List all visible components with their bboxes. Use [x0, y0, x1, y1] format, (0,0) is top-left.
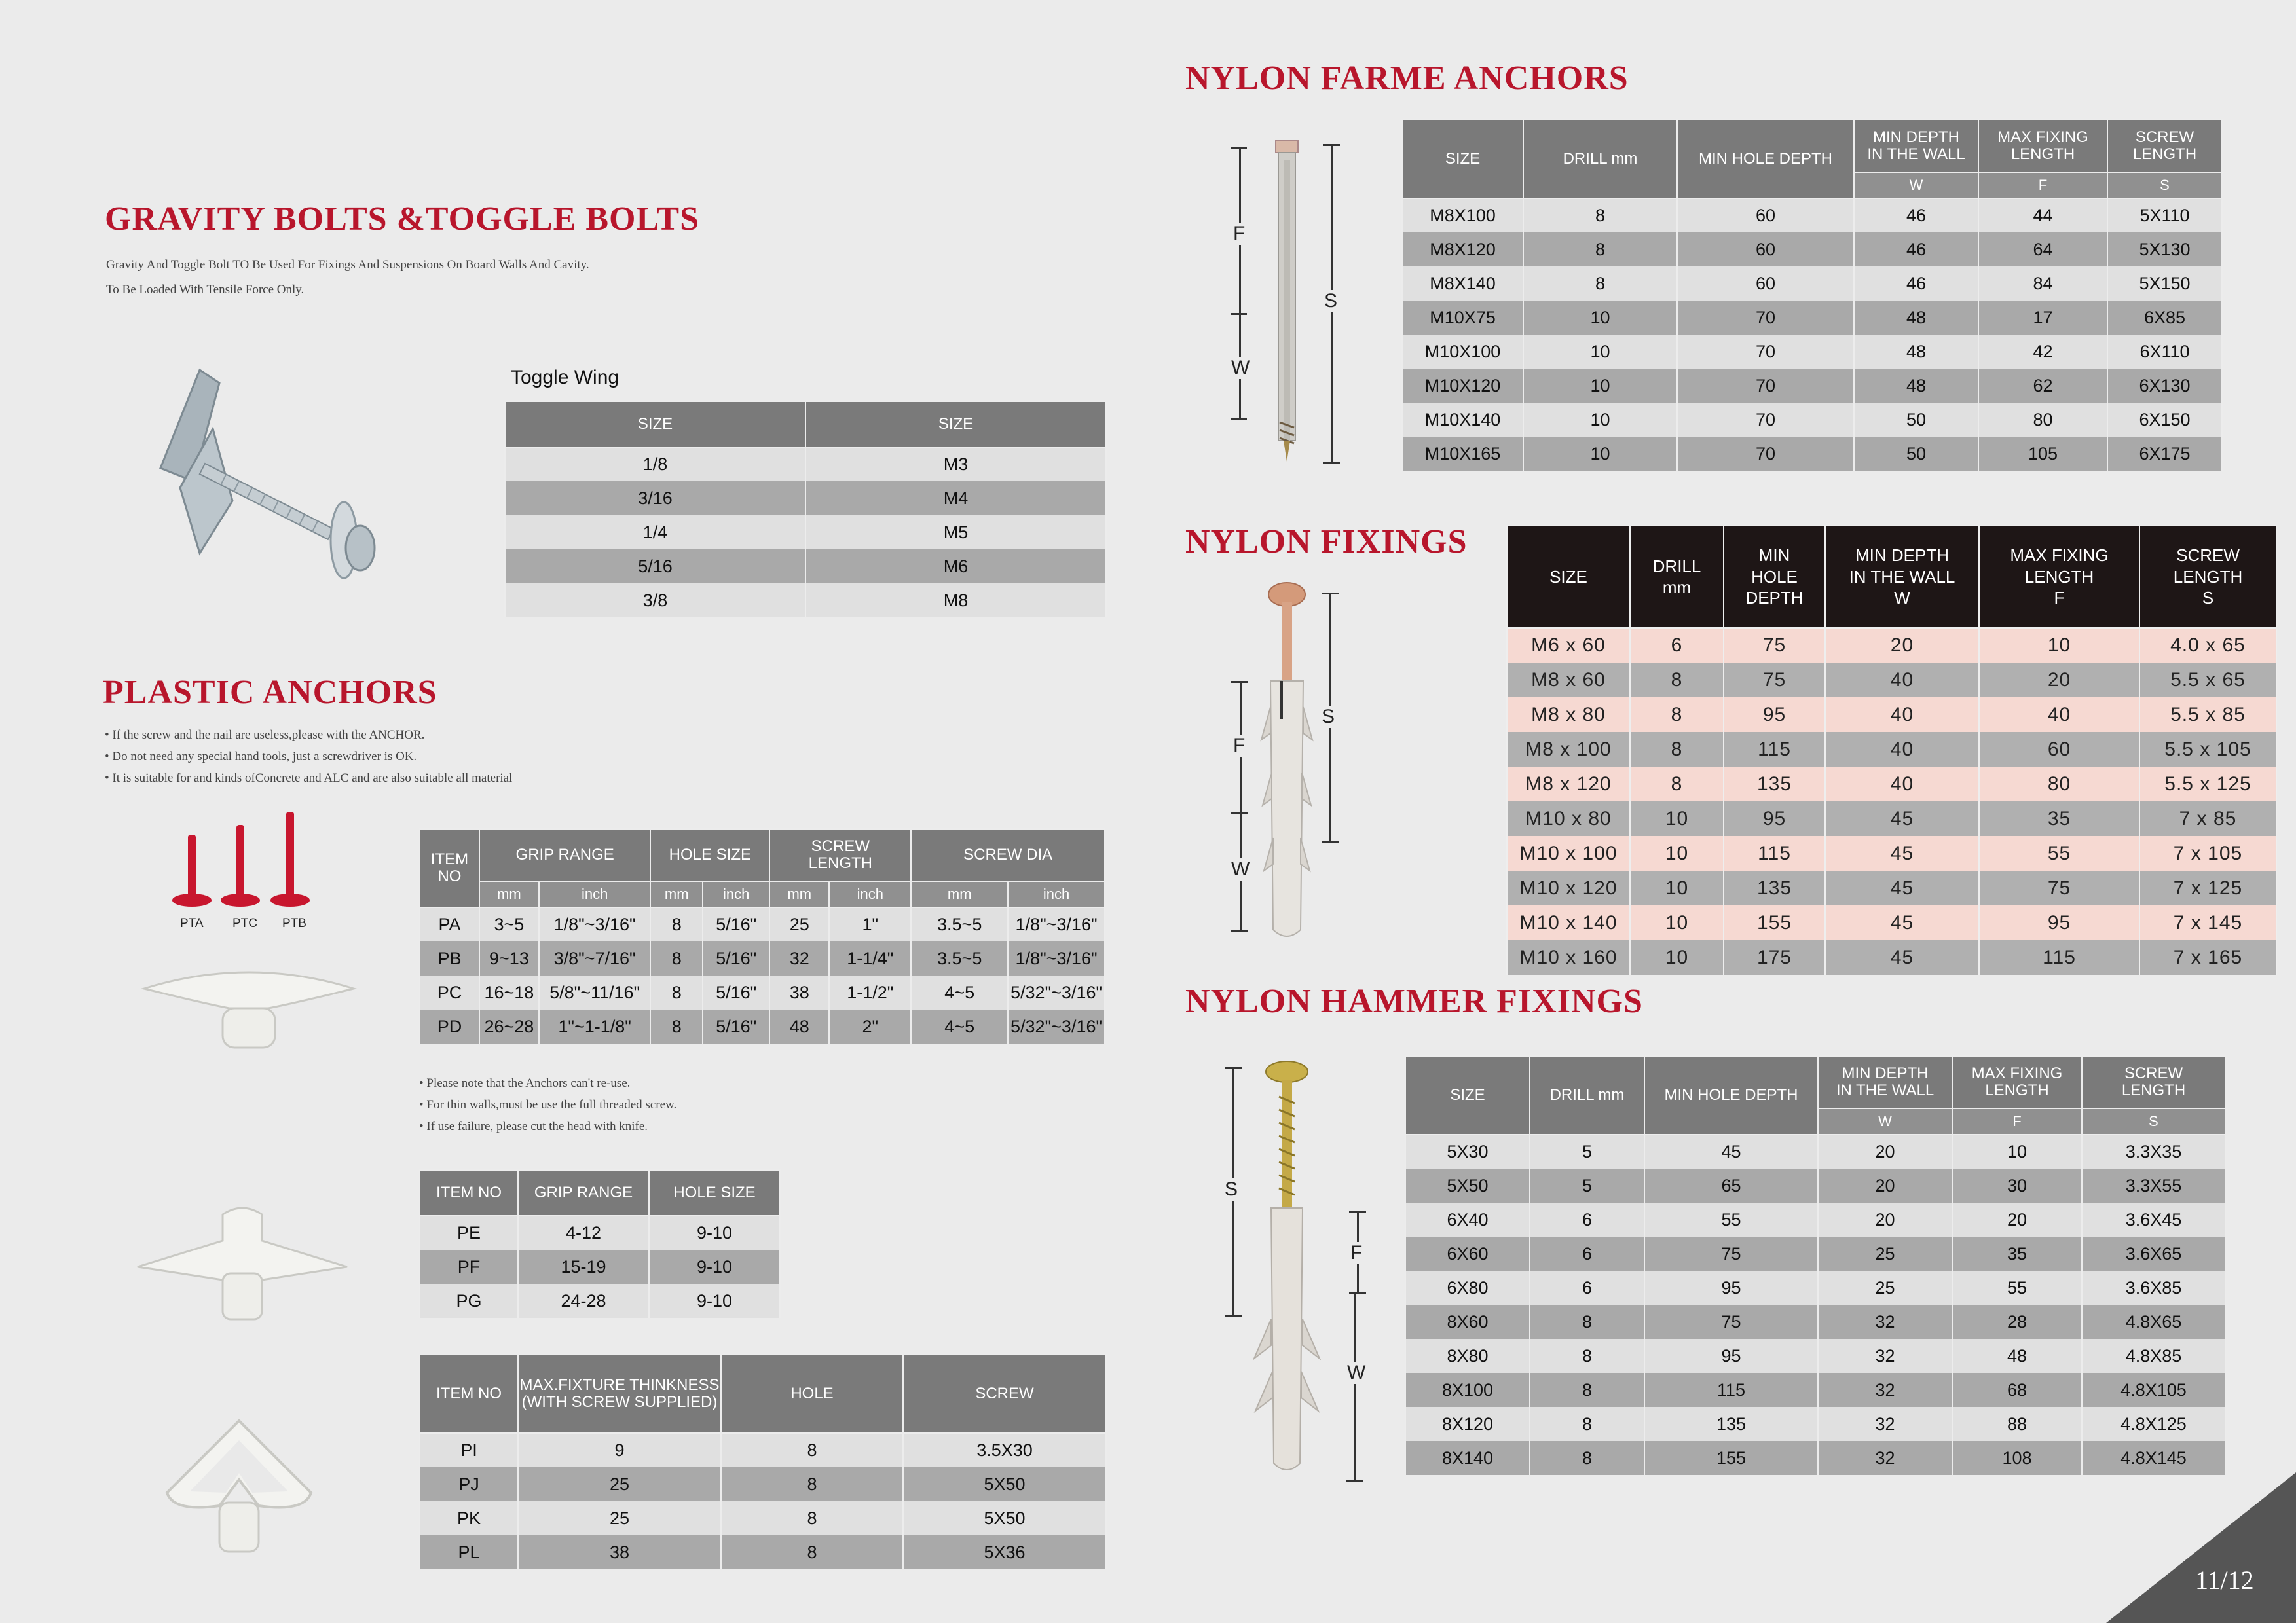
- plastic-note-1: • Please note that the Anchors can't re-use.: [419, 1076, 631, 1090]
- dim-label-f: F: [1233, 735, 1246, 756]
- table-row: PD 26~28 1"~1-1/8" 8 5/16" 48 2" 4~5 5/32"~3/16": [420, 1010, 1105, 1044]
- table-header: SIZE: [1402, 120, 1523, 198]
- table-row: 5X50 5 65 20 30 3.3X55: [1405, 1169, 2225, 1203]
- table-row: M10X120 10 70 48 62 6X130: [1402, 369, 2222, 403]
- fixings-table: [1506, 525, 2277, 975]
- table-header: MIN DEPTH IN THE WALL: [1818, 1056, 1952, 1108]
- table-header: ITEM NO: [420, 829, 479, 907]
- table-row: PK 25 8 5X50: [420, 1501, 1106, 1535]
- table-row: M10 x 160 10 175 45 115 7 x 165: [1507, 940, 2276, 975]
- hammer-fixing-image: [1248, 1057, 1326, 1476]
- table-row: M10X140 10 70 50 80 6X150: [1402, 403, 2222, 437]
- table-row: M6 x 60 6 75 20 10 4.0 x 65: [1507, 628, 2276, 663]
- table-row: 6X60 6 75 25 35 3.6X65: [1405, 1237, 2225, 1271]
- dim-label-w: W: [1231, 357, 1250, 378]
- table-row: 8X120 8 135 32 88 4.8X125: [1405, 1407, 2225, 1441]
- corner-triangle: [2106, 1472, 2296, 1623]
- table-header: HOLE SIZE: [650, 829, 769, 881]
- table-header: MAX.FIXTURE THINKNESS (WITH SCREW SUPPLIED): [518, 1355, 721, 1433]
- unit-header: W: [1854, 172, 1978, 198]
- table-header: SIZE: [505, 401, 805, 447]
- unit-header: inch: [703, 881, 769, 907]
- unit-header: inch: [539, 881, 651, 907]
- table-row: M8 x 100 8 115 40 60 5.5 x 105: [1507, 732, 2276, 767]
- table-header: GRIP RANGE: [479, 829, 650, 881]
- table-row: 3/16 M4: [505, 481, 1106, 515]
- table-row: 8X140 8 155 32 108 4.8X145: [1405, 1441, 2225, 1475]
- table-row: PL 38 8 5X36: [420, 1535, 1106, 1569]
- table-row: M10X75 10 70 48 17 6X85: [1402, 301, 2222, 335]
- table-header: SCREW: [903, 1355, 1106, 1433]
- table-row: M8 x 80 8 95 40 40 5.5 x 85: [1507, 697, 2276, 732]
- table-row: PE 4-12 9-10: [420, 1216, 780, 1250]
- table-header: SCREW DIA: [911, 829, 1105, 881]
- table-row: M8 x 60 8 75 40 20 5.5 x 65: [1507, 663, 2276, 697]
- farme-table: [1401, 119, 2223, 471]
- gravity-desc-1: Gravity And Toggle Bolt TO Be Used For Fixings And Suspensions On Board Walls And Cavity.: [106, 258, 589, 272]
- table-header: GRIP RANGE: [518, 1170, 649, 1216]
- hammer-table: [1405, 1055, 2226, 1475]
- dim-label-f: F: [1233, 223, 1246, 244]
- table-row: 1/8 M3: [505, 447, 1106, 481]
- table-header: ITEM NO: [420, 1355, 518, 1433]
- table-header: DRILL mm: [1630, 526, 1724, 628]
- plastic-grip-table: [419, 1169, 781, 1318]
- table-row: M10X165 10 70 50 105 6X175: [1402, 437, 2222, 471]
- dim-label-s: S: [1225, 1178, 1238, 1200]
- plastic-bullet-2: • Do not need any special hand tools, just a screwdriver is OK.: [105, 750, 417, 763]
- table-row: PB 9~13 3/8"~7/16" 8 5/16" 32 1-1/4" 3.5~5 1/8"~3/16": [420, 941, 1105, 976]
- table-row: 3/8 M8: [505, 583, 1106, 617]
- unit-header: W: [1818, 1108, 1952, 1135]
- unit-header: mm: [650, 881, 703, 907]
- table-row: M10 x 120 10 135 45 75 7 x 125: [1507, 871, 2276, 905]
- unit-header: mm: [769, 881, 829, 907]
- anchor-label-ptc: PTC: [232, 917, 257, 930]
- table-header: ITEM NO: [420, 1170, 518, 1216]
- plastic-anchor-table: [419, 828, 1105, 1044]
- red-anchors-image: [160, 805, 331, 923]
- unit-header: F: [1978, 172, 2107, 198]
- table-row: M10 x 140 10 155 45 95 7 x 145: [1507, 905, 2276, 940]
- plastic-bullet-3: • It is suitable for and kinds ofConcrete and ALC and are also suitable all material: [105, 771, 513, 785]
- table-row: PI 9 8 3.5X30: [420, 1433, 1106, 1467]
- fixings-title: NYLON FIXINGS: [1185, 523, 1468, 560]
- dim-label-s: S: [1322, 706, 1335, 727]
- table-row: M10X100 10 70 48 42 6X110: [1402, 335, 2222, 369]
- unit-header: mm: [479, 881, 539, 907]
- table-header: MIN DEPTH IN THE WALL W: [1825, 526, 1979, 628]
- unit-header: S: [2107, 172, 2222, 198]
- table-header: HOLE SIZE: [649, 1170, 780, 1216]
- unit-header: inch: [1008, 881, 1105, 907]
- table-row: M10 x 80 10 95 45 35 7 x 85: [1507, 801, 2276, 836]
- table-header: MIN HOLE DEPTH: [1644, 1056, 1818, 1135]
- table-row: M8X140 8 60 46 84 5X150: [1402, 266, 2222, 301]
- table-row: 5/16 M6: [505, 549, 1106, 583]
- table-row: 6X80 6 95 25 55 3.6X85: [1405, 1271, 2225, 1305]
- unit-header: mm: [911, 881, 1008, 907]
- dim-label-s: S: [1324, 290, 1338, 312]
- gravity-desc-2: To Be Loaded With Tensile Force Only.: [106, 283, 305, 297]
- winged-anchor-image: [138, 962, 360, 1061]
- farme-title: NYLON FARME ANCHORS: [1185, 60, 1629, 97]
- table-header: DRILL mm: [1523, 120, 1677, 198]
- plastic-screw-table: [419, 1354, 1107, 1569]
- spring-anchor-image: [154, 1414, 324, 1558]
- table-row: PA 3~5 1/8"~3/16" 8 5/16" 25 1" 3.5~5 1/8"~3/16": [420, 907, 1105, 941]
- table-header: MIN DEPTH IN THE WALL: [1854, 120, 1978, 172]
- anchor-label-pta: PTA: [180, 917, 204, 930]
- toggle-bolt-image: [147, 357, 396, 593]
- table-row: 8X60 8 75 32 28 4.8X65: [1405, 1305, 2225, 1339]
- table-row: 8X100 8 115 32 68 4.8X105: [1405, 1373, 2225, 1407]
- table-row: PF 15-19 9-10: [420, 1250, 780, 1284]
- table-row: 1/4 M5: [505, 515, 1106, 549]
- table-header: DRILL mm: [1530, 1056, 1644, 1135]
- dim-label-w: W: [1231, 858, 1250, 880]
- toggle-wing-label: Toggle Wing: [511, 367, 620, 388]
- table-row: PC 16~18 5/8"~11/16" 8 5/16" 38 1-1/2" 4~5 5/32"~3/16": [420, 976, 1105, 1010]
- table-row: M10 x 100 10 115 45 55 7 x 105: [1507, 836, 2276, 871]
- page-number: 11/12: [2195, 1565, 2254, 1595]
- table-row: M8 x 120 8 135 40 80 5.5 x 125: [1507, 767, 2276, 801]
- hammer-title: NYLON HAMMER FIXINGS: [1185, 983, 1643, 1020]
- nylon-fixing-image: [1257, 576, 1316, 943]
- table-row: 6X40 6 55 20 20 3.6X45: [1405, 1203, 2225, 1237]
- table-row: PG 24-28 9-10: [420, 1284, 780, 1318]
- plastic-title: PLASTIC ANCHORS: [103, 674, 437, 711]
- table-header: MAX FIXING LENGTH F: [1979, 526, 2139, 628]
- gravity-title: GRAVITY BOLTS &TOGGLE BOLTS: [105, 200, 700, 238]
- unit-header: inch: [829, 881, 911, 907]
- plastic-note-2: • For thin walls,must be use the full threaded screw.: [419, 1098, 677, 1112]
- unit-header: F: [1952, 1108, 2082, 1135]
- unit-header: S: [2082, 1108, 2225, 1135]
- table-row: 5X30 5 45 20 10 3.3X35: [1405, 1135, 2225, 1169]
- table-header: HOLE: [721, 1355, 903, 1433]
- dim-label-w: W: [1347, 1362, 1366, 1383]
- table-row: PJ 25 8 5X50: [420, 1467, 1106, 1501]
- table-header: MIN HOLE DEPTH: [1724, 526, 1825, 628]
- plastic-bullet-1: • If the screw and the nail are useless,please with the ANCHOR.: [105, 728, 425, 742]
- table-header: SCREW LENGTH: [2107, 120, 2222, 172]
- plastic-note-3: • If use failure, please cut the head with knife.: [419, 1120, 648, 1133]
- table-header: MAX FIXING LENGTH: [1952, 1056, 2082, 1108]
- toggle-wing-table: [504, 401, 1107, 617]
- table-header: SIZE: [1405, 1056, 1530, 1135]
- dim-label-f: F: [1350, 1242, 1363, 1264]
- table-header: SCREW LENGTH: [769, 829, 911, 881]
- table-header: SIZE: [805, 401, 1106, 447]
- frame-anchor-image: [1264, 134, 1310, 468]
- butterfly-anchor-image: [131, 1201, 354, 1326]
- anchor-label-ptb: PTB: [282, 917, 306, 930]
- table-header: MIN HOLE DEPTH: [1677, 120, 1854, 198]
- table-header: SCREW LENGTH: [2082, 1056, 2225, 1108]
- table-header: SCREW LENGTH S: [2139, 526, 2276, 628]
- table-header: SIZE: [1507, 526, 1630, 628]
- table-row: M8X100 8 60 46 44 5X110: [1402, 198, 2222, 232]
- table-row: 8X80 8 95 32 48 4.8X85: [1405, 1339, 2225, 1373]
- table-row: M8X120 8 60 46 64 5X130: [1402, 232, 2222, 266]
- table-header: MAX FIXING LENGTH: [1978, 120, 2107, 172]
